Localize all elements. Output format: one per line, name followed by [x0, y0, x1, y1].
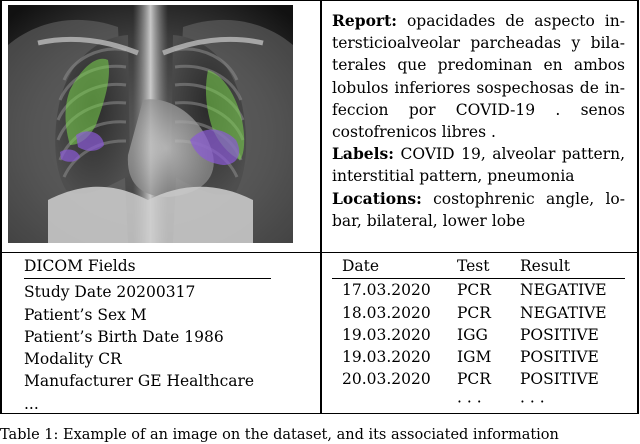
report-block	[332, 10, 625, 232]
cell-result: NEGATIVE	[520, 281, 607, 300]
dicom-row: Patient’s Sex M	[24, 305, 147, 324]
table-caption: Table 1: Example of an image on the dataset, and its associated information	[0, 427, 559, 443]
cell-result: POSITIVE	[520, 325, 599, 344]
report-text: opacidades de aspecto intersticioalveolar parcheadas y bilaterales que predominan en ambos lobulos inferiores sospechosas de infeccion por COVID-19 . senos costofrenicos libres .	[332, 12, 625, 142]
cell-result: POSITIVE	[520, 370, 599, 389]
divider-middle	[320, 0, 322, 414]
cell-result: · · ·	[520, 391, 625, 414]
dicom-row: Study Date 20200317	[24, 283, 196, 302]
cell-test: IGG	[457, 325, 488, 344]
cell-result: NEGATIVE	[520, 303, 607, 322]
locations-label: Locations:	[332, 188, 422, 208]
test-results-table	[332, 255, 625, 414]
cell-test: PCR	[457, 281, 491, 300]
cell-date: 18.03.2020	[342, 303, 431, 322]
divider-left	[0, 0, 2, 414]
cell-test: · · ·	[457, 391, 520, 414]
cell-date: 17.03.2020	[342, 281, 431, 300]
dicom-row: ...	[24, 394, 39, 413]
test-header-row	[332, 255, 625, 279]
cell-date: 19.03.2020	[342, 325, 431, 344]
dicom-row: Patient’s Birth Date 1986	[24, 327, 224, 346]
report-paragraph	[332, 10, 625, 143]
cell-test: IGM	[457, 348, 492, 367]
table-row	[332, 346, 625, 368]
dicom-row: Modality CR	[24, 350, 122, 369]
col-test-header: Test	[457, 255, 520, 279]
cell-date: 19.03.2020	[342, 348, 431, 367]
cell-result: POSITIVE	[520, 348, 599, 367]
table-row	[332, 302, 625, 324]
dicom-row: Manufacturer GE Healthcare	[24, 372, 255, 391]
col-date-header: Date	[332, 255, 457, 279]
table-row	[332, 324, 625, 346]
chest-xray-image	[8, 5, 293, 243]
table-row	[332, 368, 625, 390]
report-label: Report:	[332, 11, 397, 30]
locations-text: costophrenic angle, lobar, bilateral, lower lobe	[332, 189, 625, 230]
cell-date	[332, 391, 457, 414]
cell-test: PCR	[457, 370, 491, 389]
labels-paragraph	[332, 143, 625, 187]
labels-label: Labels:	[332, 144, 394, 164]
dicom-fields-table	[24, 255, 271, 415]
divider-top	[0, 0, 639, 1]
col-result-header: Result	[520, 255, 625, 279]
labels-text: COVID 19, alveolar pattern, interstitial pattern, pneumonia	[332, 145, 625, 186]
locations-paragraph	[332, 188, 625, 232]
dicom-header: DICOM Fields	[24, 255, 271, 279]
cell-test: PCR	[457, 303, 491, 322]
table-row	[332, 391, 625, 414]
cell-date: 20.03.2020	[342, 370, 431, 389]
table-row	[332, 279, 625, 302]
divider-right	[637, 0, 639, 414]
divider-mid	[0, 252, 639, 253]
